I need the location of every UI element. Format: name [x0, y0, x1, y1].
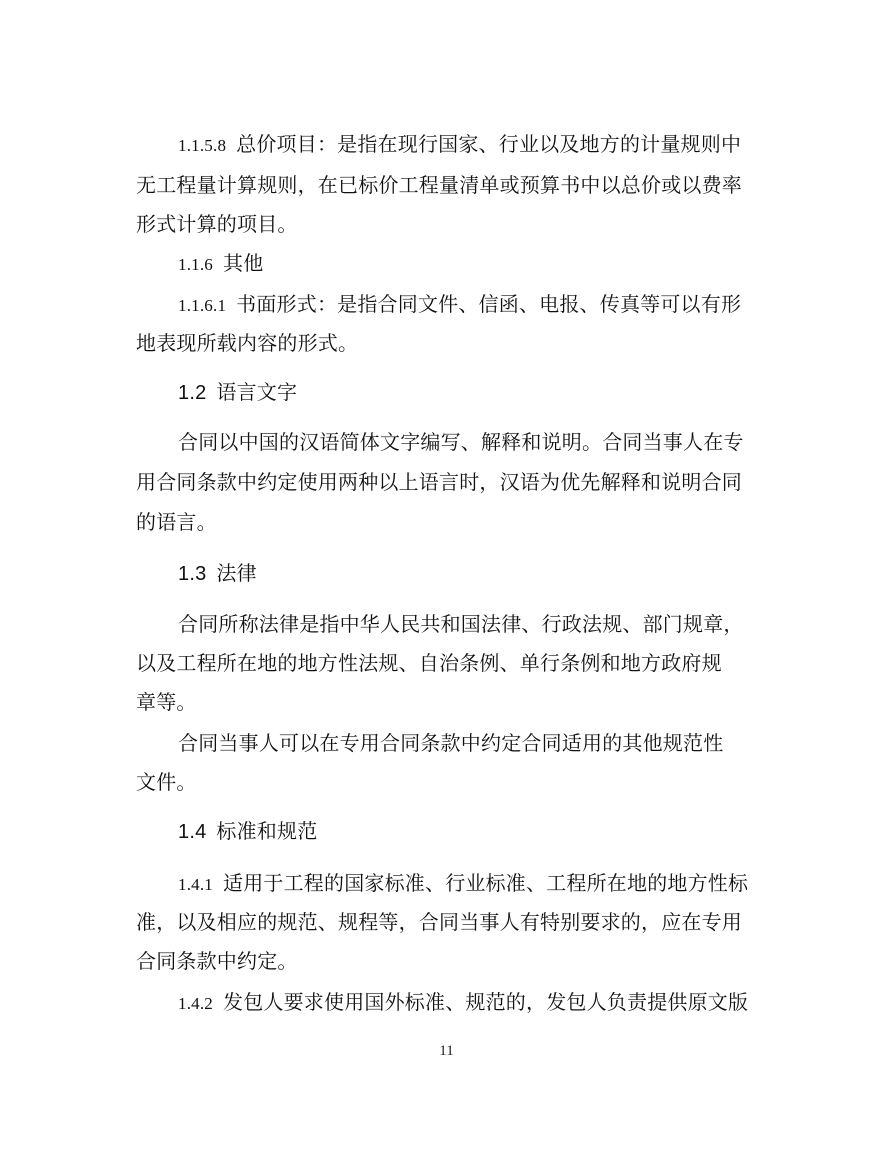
- clause-1-1-6-1-line-2: 地表现所载内容的形式。: [136, 331, 359, 355]
- clause-number: 1.4: [178, 821, 207, 843]
- heading-title: 法律: [216, 561, 257, 585]
- heading-title: 其他: [223, 251, 264, 275]
- section-1-2-line-1: 合同以中国的汉语简体文字编写、解释和说明。合同当事人在专: [178, 430, 744, 454]
- heading-1-3: [178, 560, 257, 587]
- clause-number: 1.2: [178, 382, 207, 404]
- section-1-3-para-1-line-1: 合同所称法律是指中华人民共和国法律、行政法规、部门规章，: [178, 612, 744, 636]
- heading-1-1-6: [178, 250, 263, 278]
- clause-number: 1.3: [178, 563, 207, 585]
- section-1-3-para-1-line-2: 以及工程所在地的地方性法规、自治条例、单行条例和地方政府规: [136, 651, 722, 675]
- section-1-2-line-2: 用合同条款中约定使用两种以上语言时，汉语为优先解释和说明合同: [136, 470, 742, 494]
- page-number: 11: [439, 1043, 454, 1059]
- clause-number: 1.4.2: [178, 994, 213, 1013]
- clause-1-4-2-line-1: [178, 989, 748, 1017]
- heading-1-4: [178, 818, 317, 845]
- clause-1-1-5-8-line-3: 形式计算的项目。: [136, 212, 298, 236]
- clause-number: 1.1.6: [178, 255, 213, 274]
- clause-1-1-5-8-line-1: [178, 131, 741, 159]
- clause-number: 1.1.5.8: [178, 136, 227, 155]
- clause-1-4-1-line-2: 准，以及相应的规范、规程等，合同当事人有特别要求的，应在专用: [136, 910, 742, 934]
- section-1-3-para-2-line-2: 文件。: [136, 770, 197, 794]
- heading-title: 语言文字: [216, 380, 298, 404]
- clause-text: 发包人要求使用国外标准、规范的，发包人负责提供原文版: [223, 990, 749, 1014]
- section-1-3-para-1-line-3: 章等。: [136, 690, 197, 714]
- clause-1-1-5-8-line-2: 无工程量计算规则，在已标价工程量清单或预算书中以总价或以费率: [136, 173, 742, 197]
- clause-1-1-6-1-line-1: [178, 291, 741, 319]
- section-1-2-line-3: 的语言。: [136, 510, 217, 534]
- clause-text: 总价项目：是指在现行国家、行业以及地方的计量规则中: [236, 132, 742, 156]
- heading-title: 标准和规范: [216, 819, 318, 843]
- clause-text: 书面形式：是指合同文件、信函、电报、传真等可以有形: [236, 292, 742, 316]
- clause-1-4-1-line-3: 合同条款中约定。: [136, 949, 298, 973]
- clause-number: 1.4.1: [178, 875, 213, 894]
- section-1-3-para-2-line-1: 合同当事人可以在专用合同条款中约定合同适用的其他规范性: [178, 731, 724, 755]
- clause-1-4-1-line-1: [178, 870, 748, 898]
- heading-1-2: [178, 379, 297, 406]
- clause-text: 适用于工程的国家标准、行业标准、工程所在地的地方性标: [223, 871, 749, 895]
- clause-number: 1.1.6.1: [178, 296, 227, 315]
